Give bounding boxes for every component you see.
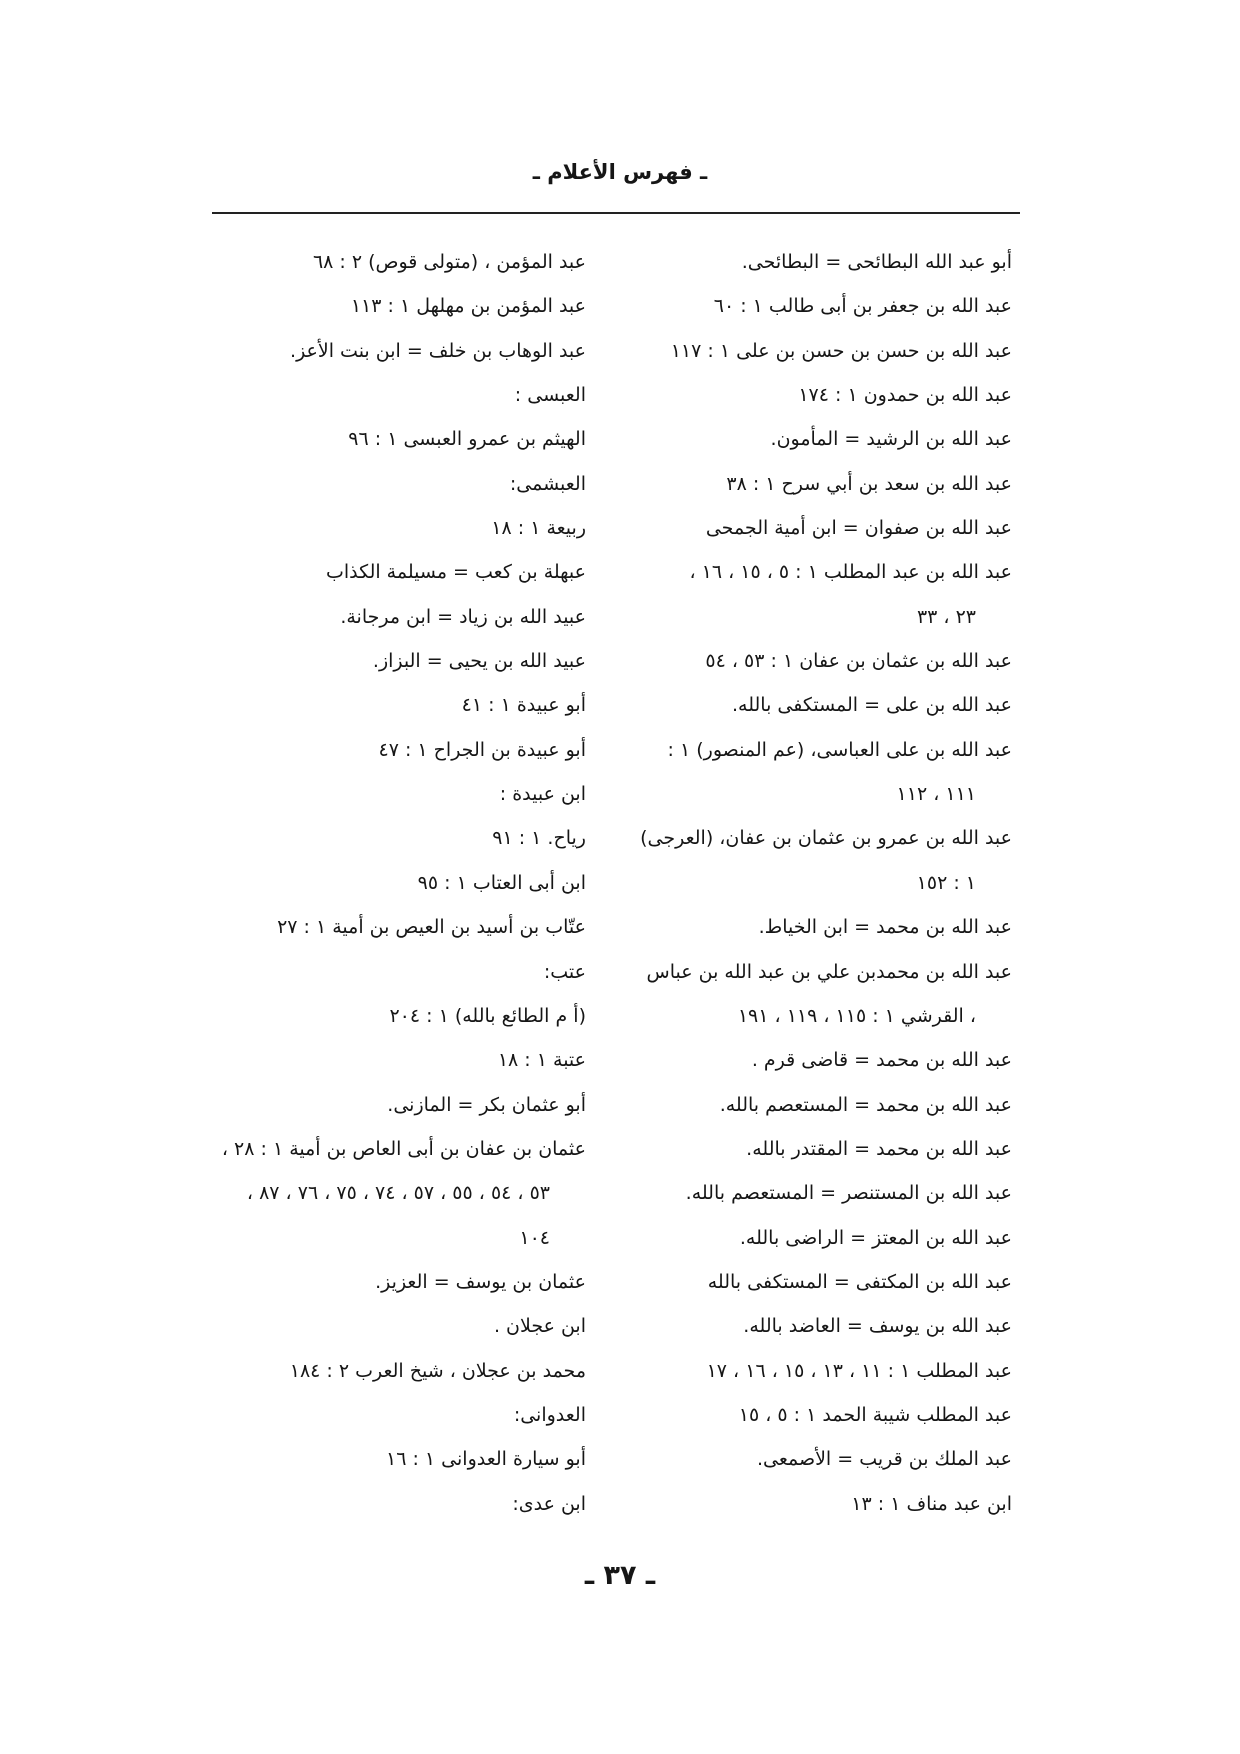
index-entry: عبد الله بن يوسف = العاضد بالله. — [743, 1315, 1012, 1338]
header-rule — [212, 212, 1020, 214]
index-entry: عبد الله بن محمد = قاضى قرم . — [751, 1049, 1012, 1072]
index-entry: عبد الله بن حمدون ١ : ١٧٤ — [798, 384, 1012, 407]
index-entry: عبيد الله بن يحيى = البزاز. — [372, 650, 586, 673]
index-entry-continuation: ، القرشي ١ : ١١٥ ، ١١٩ ، ١٩١ — [737, 1004, 976, 1027]
index-heading: العدوانى: — [513, 1403, 586, 1426]
index-entry: عبد الله بن المكتفى = المستكفى بالله — [707, 1270, 1012, 1293]
index-column-right — [592, 240, 1012, 1526]
index-heading: ابن عبيدة : — [499, 783, 586, 806]
index-entry: محمد بن عجلان ، شيخ العرب ٢ : ١٨٤ — [289, 1359, 586, 1382]
index-entry: عبد الملك بن قريب = الأصمعى. — [756, 1448, 1012, 1471]
index-entry: عبد الله بن عثمان بن عفان ١ : ٥٣ ، ٥٤ — [705, 650, 1012, 673]
index-entry-continuation: ٢٣ ، ٣٣ — [916, 605, 976, 628]
index-heading: العبسى : — [514, 384, 586, 407]
index-entry: عبد الله بن على العباسى، (عم المنصور) ١ : — [667, 738, 1012, 761]
index-entry: عبهلة بن كعب = مسيلمة الكذاب — [325, 561, 586, 584]
index-entry: أبو عبيدة ١ : ٤١ — [461, 694, 586, 717]
index-entry: عبد المؤمن بن مهلهل ١ : ١١٣ — [350, 295, 586, 318]
index-entry: عبد المطلب شيبة الحمد ١ : ٥ ، ١٥ — [738, 1403, 1012, 1426]
index-entry: ابن أبى العتاب ١ : ٩٥ — [417, 871, 586, 894]
index-entry: عتبة ١ : ١٨ — [497, 1049, 586, 1072]
index-entry: عبد الله بن على = المستكفى بالله. — [731, 694, 1012, 717]
index-entry-continuation: ٥٣ ، ٥٤ ، ٥٥ ، ٥٧ ، ٧٤ ، ٧٥ ، ٧٦ ، ٨٧ ، — [246, 1182, 550, 1205]
index-heading: ابن عدى: — [512, 1492, 586, 1515]
index-entry: أبو عثمان بكر = المازنى. — [387, 1093, 586, 1116]
index-entry: عبد الله بن سعد بن أبي سرح ١ : ٣٨ — [726, 472, 1012, 495]
index-entry: أبو عبد الله البطائحى = البطائحى. — [741, 251, 1012, 273]
index-entry: عبد الله بن حسن بن حسن بن على ١ : ١١٧ — [670, 339, 1012, 362]
index-entry: عبد الله بن الرشيد = المأمون. — [770, 428, 1012, 451]
index-entry: عبد المطلب ١ : ١١ ، ١٣ ، ١٥ ، ١٦ ، ١٧ — [706, 1359, 1012, 1382]
index-heading: العبشمى: — [509, 472, 586, 495]
page-number: ـ ٣٧ ـ — [584, 1560, 656, 1591]
index-entry: عبد الله بن المعتز = الراضى بالله. — [739, 1226, 1012, 1249]
index-entry: عبد الله بن محمد = المقتدر بالله. — [746, 1137, 1012, 1160]
index-entry: عبد الله بن المستنصر = المستعصم بالله. — [685, 1182, 1012, 1205]
index-entry: الهيثم بن عمرو العبسى ١ : ٩٦ — [348, 428, 586, 451]
index-entry: ابن عبد مناف ١ : ١٣ — [851, 1492, 1012, 1515]
index-entry: عثمان بن يوسف = العزيز. — [375, 1270, 586, 1293]
index-entry: (أ م الطائع بالله) ١ : ٢٠٤ — [389, 1004, 586, 1027]
index-column-left — [146, 240, 586, 1526]
index-entry: عبيد الله بن زياد = ابن مرجانة. — [340, 605, 586, 628]
index-entry: عتّاب بن أسيد بن العيص بن أمية ١ : ٢٧ — [277, 916, 586, 939]
index-heading: عتب: — [543, 960, 586, 983]
page-title: ـ فهرس الأعلام ـ — [532, 160, 708, 184]
index-heading: ابن عجلان . — [493, 1315, 586, 1338]
index-entry: عبد الله بن عبد المطلب ١ : ٥ ، ١٥ ، ١٦ ، — [689, 561, 1012, 584]
index-entry: عبد الله بن محمدبن علي بن عبد الله بن عباس — [646, 960, 1012, 983]
index-entry: رياح. ١ : ٩١ — [492, 827, 586, 850]
index-entry: عبد الله بن جعفر بن أبى طالب ١ : ٦٠ — [713, 295, 1012, 318]
index-entry: أبو عبيدة بن الجراح ١ : ٤٧ — [378, 738, 586, 761]
index-entry-continuation: ١ : ١٥٢ — [916, 871, 976, 894]
index-entry: عبد الله بن صفوان = ابن أمية الجمحى — [705, 517, 1012, 540]
index-entry: عبد المؤمن ، (متولى قوص) ٢ : ٦٨ — [312, 251, 586, 273]
index-entry: أبو سيارة العدوانى ١ : ١٦ — [386, 1448, 586, 1471]
index-entry-continuation: ١٠٤ — [519, 1226, 550, 1249]
index-entry: عبد الوهاب بن خلف = ابن بنت الأعز. — [290, 339, 586, 362]
index-entry: عبد الله بن محمد = المستعصم بالله. — [719, 1093, 1012, 1116]
index-entry: عبد الله بن عمرو بن عثمان بن عفان، (العرجى) — [640, 827, 1012, 850]
index-entry-continuation: ١١١ ، ١١٢ — [896, 783, 976, 806]
index-entry: ربيعة ١ : ١٨ — [491, 517, 586, 540]
index-entry: عبد الله بن محمد = ابن الخياط. — [758, 916, 1012, 939]
index-entry: عثمان بن عفان بن أبى العاص بن أمية ١ : ٢٨ ، — [221, 1137, 586, 1160]
